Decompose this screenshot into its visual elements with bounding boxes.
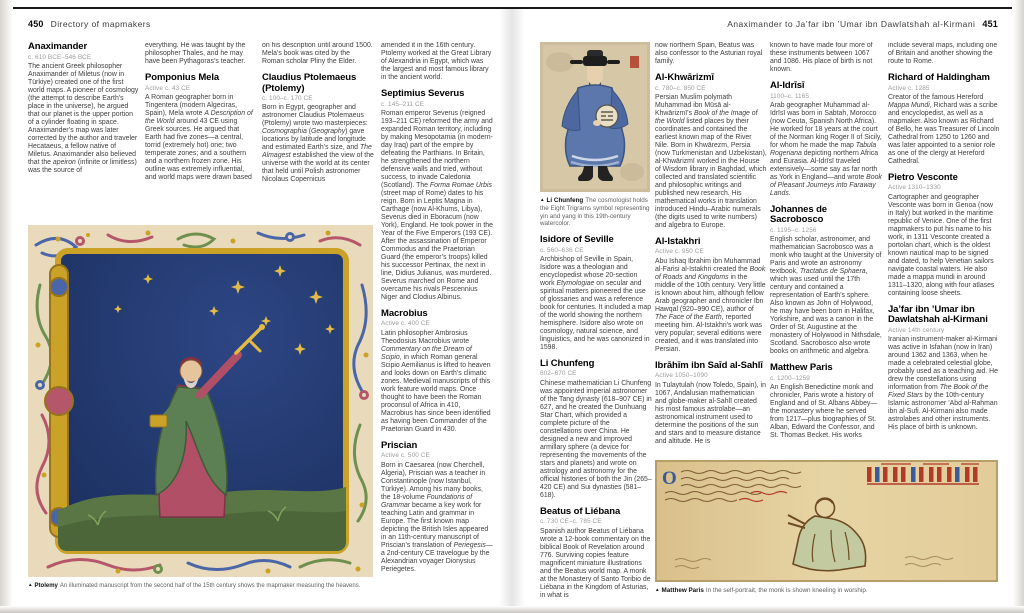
entry-dates: Active 1310–1330 (888, 184, 941, 192)
entry-body: Chinese mathematician Li Chunfeng was appointed imperial astronomer of the Tang dynasty (618–907 CE) in 627, and he created the Dunhuang Star Chart, which provided a complete picture of the constellations over China. He designed a new and improved armillary sphere (a device for representing the movements of the stars and planets) and wrote on astrology and astronomy for the official histories of both the Jin (265–420 CE) and Sui dynasties (581–618). (540, 379, 652, 499)
running-header-left (28, 19, 151, 29)
entry-body: Born in Egypt, geographer and astronomer Claudius Ptolemaeus (Ptolemy) wrote two masterpieces: Cosmographia (Geography) gave locations by latitude and longitude and estimated Earth’s size, and The Almagest established the view of the universe with the world at its center that held until Polish astronomer Nicolaus Copernicus (262, 104, 374, 184)
ptolemy-caption (28, 581, 373, 591)
caption-label: Ptolemy (34, 583, 58, 590)
initial-letter-O: O (662, 468, 677, 489)
entry-body: Abu Ishaq Ibrahim ibn Muhammad al-Farisi al-Istakhri created the Book of Roads and Kingdoms in the middle of the 10th century. Very little is known about him, although fellow Arab geographer and chronicler Ibn Hawqal (920–990 CE), author of The Face of the Earth, reported meeting him. Al-Istakhri’s work was very popular; several editions were created, and it was translated into Persian. (655, 257, 766, 353)
entry-heading: Pomponius Mela (145, 72, 220, 83)
entry-dates: c. 780–c. 850 CE (655, 84, 706, 92)
entry-dates: Active 14th century (888, 326, 945, 334)
entry-isidore-of-seville (540, 235, 652, 352)
entry-body: Latin philosopher Ambrosius Theodosius Macrobius wrote Commentary on the Dream of Scipio, in which Roman general Scipio Aemilianus is lifted to heaven and looks down on Earth’s climatic zones. Medieval manuscripts of this work feature world maps. Once thought to have been the Roman proconsul of Africa in 410, Macrobius has since been identified as having been Commander of the Praetorian Guard in 430. (381, 329, 491, 433)
entry-body: In Tulaytulah (now Toledo, Spain), in 1067, Andalusian mathematician and globe-maker al-Sahlī created his most famous astrolabe—an astronomical instrument used to determine the positions of the sun and stars and to measure distance and altitude. He is (655, 381, 766, 445)
ptolemy-illustration (28, 225, 373, 591)
entry-priscian (381, 441, 493, 574)
entry-pietro-vesconte (888, 173, 1000, 298)
caption-text: The cosmologist holds the Eight Trigrams symbol representing yin and yang in this 19th-century watercolor. (540, 197, 650, 228)
entry-heading: Claudius Ptolemaeus (Ptolemy) (262, 72, 357, 94)
entry-heading: Richard of Haldingham (888, 72, 990, 83)
page-number-right: 451 (982, 19, 998, 29)
entry-body: Arab geographer Muhammad al-Idrīsī was born in Sabtah, Morocco (now Ceuta, Spanish North Africa). He worked for 18 years at the court of the Norman king Roger II of Sicily, for whom he made the map Tabula Rogeriana depicting northern Africa and Eurasia. Al-Idrīsī traveled extensively—some say as far north as York in England—and wrote Book of Pleasant Journeys into Faraway Lands. (770, 101, 882, 197)
entry-dates: Active c. 43 CE (145, 84, 191, 92)
caption-marker-icon: ▲ (28, 582, 33, 587)
entry-dates: Active 1050–1090 (655, 372, 708, 380)
matthew-paris-illustration-art (655, 460, 998, 582)
entry-heading: Anaximander (28, 42, 88, 52)
text-column-6 (655, 42, 767, 458)
entry-al-khwarizmi (655, 73, 767, 230)
entry-heading: Macrobius (381, 307, 428, 319)
entry-body: Archbishop of Seville in Spain, Isidore was a theologian and encyclopedist whose 20-section work Etymologiae on secular and spiritual matters pioneered the use of glossaries and was a reference book for centuries. It included a map of the world showing the northern hemisphere. Isidore also wrote on cosmology, natural science, and linguistics, and he was canonized in 1598. (540, 255, 652, 351)
continuation-paragraph: amended it in the 16th century. Ptolemy worked at the Great Library of Alexandria in Egypt, which was the largest and most famous library in the ancient world. (381, 42, 492, 81)
text-column-8 (888, 42, 1000, 458)
entry-jafar-al-kirmani (888, 305, 1000, 432)
entry-body: Roman emperor Severus (reigned 193–211 CE) reformed the army and expanded Roman territory, including by making Mesopotamia (in modern-day Iraq) part of the empire by defeating the Parthians. In Britain, he strengthened the northern defensive walls and tried, without success, to invade Caledonia (Scotland). The Forma Romae Urbis (street map of Rome) dates to his reign. Born in Leptis Magna in Carthage (now Al-Khums, Libya), Severus died in Eboracum (now York), England. He took power in the Year of the Five Emperors (193 CE). After the assassination of Emperor Commodus and the Praetorian Guard (the emperor’s troops) killed his successor Pertinax, the next in line, Didius Julianus, was murdered. Severus marched on Rome and overcame his rivals Pescennius Niger and Clodius Albinus. (381, 109, 493, 301)
entry-dates: c. 610 BCE–546 BCE (28, 53, 92, 61)
running-title-right: Anaximander to Ja’far ibn ’Umar ibn Dawlatshah al-Kirmani (727, 19, 976, 29)
continuation-paragraph: everything. He was taught by the philosopher Thales, and he may have been Pythagoras’s teacher. (145, 42, 246, 65)
entry-dates: 602–670 CE (540, 370, 577, 378)
entry-dates: c. 1200–1259 (770, 374, 810, 382)
matthew-paris-illustration (655, 460, 998, 595)
caption-label: Li Chunfeng (546, 197, 584, 205)
entry-body: Creator of the famous Hereford Mappa Mundi, Richard was a scribe and encyclopedist, as well as a mapmaker. Also known as Richard of Bello, he was Treasurer of Lincoln Cathedral from 1250 to 1260 and was later appointed to a senior role as one of the clergy at Hereford Cathedral. (888, 93, 1000, 165)
entry-dates: c. 1195–c. 1256 (770, 226, 817, 234)
matthew-paris-caption (655, 586, 998, 595)
entry-claudius-ptolemaeus (262, 73, 374, 184)
li-chunfeng-illustration (540, 42, 652, 228)
entry-macrobius (381, 309, 493, 434)
entry-heading: Ja’far ibn ’Umar ibn Dawlatshah al-Kirmani (888, 303, 988, 326)
running-header-right (727, 19, 998, 29)
entry-heading: Al-Idrīsī (770, 80, 805, 91)
entry-anaximander (28, 42, 140, 175)
text-column-1 (28, 42, 140, 175)
spread-gutter (499, 8, 525, 606)
caption-label: Matthew Paris (661, 587, 704, 595)
entry-heading: Johannes de Sacrobosco (770, 203, 827, 226)
text-column-4 (381, 42, 493, 602)
entry-dates: 1100–c. 1165 (770, 92, 809, 100)
text-column-7 (770, 42, 882, 458)
entry-johannes-de-sacrobosco (770, 205, 882, 356)
text-column-3 (262, 42, 374, 184)
entry-heading: Pietro Vesconte (888, 171, 958, 183)
entry-richard-of-haldingham (888, 73, 1000, 166)
continuation-paragraph: now northern Spain, Beatus was also confessor to the Asturian royal family. (655, 42, 763, 65)
entry-al-istakhri (655, 237, 767, 354)
entry-dates: Active c. 950 CE (655, 248, 704, 256)
caption-text: An illuminated manuscript from the second half of the 15th century shows the mapmaker measuring the heavens. (59, 583, 361, 590)
entry-heading: Li Chunfeng (540, 357, 595, 369)
entry-heading: Ibrāhīm ibn Saīd al-Sahlī (655, 359, 763, 371)
entry-ibrahim-ibn-said-al-sahli (655, 361, 767, 446)
entry-dates: Active c. 500 CE (381, 452, 430, 460)
seal-stamp (630, 56, 639, 68)
caption-text: In the self-portrait, the monk is shown kneeling in worship. (705, 587, 868, 595)
entry-heading: Al-Istakhri (655, 235, 701, 247)
entry-heading: Priscian (381, 439, 418, 451)
text-column-5 (540, 42, 652, 602)
ptolemy-illustration-art (28, 225, 373, 577)
entry-dates: c. 560–636 CE (540, 246, 584, 254)
entry-dates: c. 730 CE–c. 785 CE (540, 518, 602, 526)
continuation-paragraph: known to have made four more of these instruments between 1067 and 1086. His place of birth is not known. (770, 42, 873, 73)
entry-body: Spanish author Beatus of Liébana wrote a 12-book commentary on the biblical Book of Revelation around 776. Surviving copies feature magnificent miniature illustrations and the Beatus world map. A monk at the Monastery of Santo Toribio de Liébana in the Kingdom of Asturias, in what is (540, 527, 651, 599)
li-chunfeng-caption (540, 196, 652, 228)
entry-body: Born in Caesarea (now Cherchell, Algeria), Priscian was a teacher in Constantinople (now Istanbul, Türkiye). Among his many books, the 18-volume Foundations of Grammar became a key work for teaching Latin and grammar in Europe. The first known map depicting the British Isles appeared in an 11th-century manuscript of Priscian’s translation of Periegesis—a 2nd-century CE travelogue by the Alexandrian voyager Dionysius Periegetes. (381, 461, 493, 573)
page-number-left: 450 (28, 19, 44, 29)
entry-body: Iranian instrument-maker al-Kirmani was active in Isfahan (now in Iran) around 1362 and 1363, when he made a celebrated celestial globe, probably used as a teaching aid. He drew the constellations using information from The Book of the Fixed Stars by the 10th-century Islamic astronomer ’Abd al-Rahman ibn al-Sufi. Al-Kirmani also made astrolabes and other instruments. His place of birth is unknown. (888, 336, 998, 432)
caption-marker-icon: ▲ (540, 197, 545, 202)
page-edge-right (1013, 0, 1024, 613)
page-edge-bottom (0, 606, 1024, 613)
continuation-paragraph: on his description until around 1500. Mela’s book was cited by the Roman scholar Pliny the Elder. (262, 42, 373, 65)
entry-heading: Isidore of Seville (540, 234, 614, 245)
entry-dates: c. 100–c. 170 CE (262, 95, 313, 102)
continuation-paragraph: include several maps, including one of Britain and another showing the route to Rome. (888, 42, 998, 65)
caption-marker-icon: ▲ (655, 587, 660, 592)
entry-dates: c. 145–211 CE (381, 100, 425, 108)
entry-beatus-of-liebana (540, 507, 652, 600)
entry-li-chunfeng (540, 359, 652, 500)
entry-body: English scholar, astronomer, and mathematician Sacrobosco was a monk who taught at the University of Paris and wrote an astronomy textbook, Tractatus de Sphaera, which was used until the 17th century and contained a representation of Earth’s sphere. Also known as John of Holywood, he may have been born in Halifax, Yorkshire, and was a canon in the Order of St. Augustine at the monastery of Holywood in Nithsdale, Scotland. Sacrobosco also wrote books on arithmetic and algebra. (770, 236, 882, 356)
entry-heading: Beatus of Liébana (540, 505, 621, 517)
entry-heading: Septimius Severus (381, 88, 465, 99)
entry-matthew-paris (770, 363, 882, 440)
running-title-left: Directory of mapmakers (50, 19, 151, 29)
entry-body: The ancient Greek philosopher Anaximander of Miletus (now in Türkiye) created one of the first world maps. A pioneer of cosmology (the attempt to describe Earth’s place in the universe), he argued that our planet is the upper portion of a cylinder floating in space. Anaximander’s map was later corrected by the author and traveler Hecataeus, a fellow native of Miletus. Anaximander also believed that the apeiron (infinite or limitless) was the source of (28, 62, 139, 174)
entry-body: Cartographer and geographer Vesconte was born in Genoa (now in Italy) but worked in the maritime republic of Venice. One of the first mapmakers to put his name to his work, in 1311 Vesconte created a portolan chart, which is the oldest known nautical map to be signed and dated, to help Venetian sailors navigate coastal waters. He also made a mappa mundi in around 1311–1320, along with four atlases containing loose sheets. (888, 193, 995, 297)
initial-letter-bar (45, 265, 73, 537)
entry-body: An English Benedictine monk and chronicler, Paris wrote a history of England and of St. Albans Abbey—the monastery where he served from 1217—plus biographies of St. Alban, Edward the Confessor, and St. Thomas Becket. His works (770, 384, 878, 440)
entry-septimius-severus (381, 89, 493, 302)
entry-body: A Roman geographer born in Tingentera (modern Algeciras, Spain), Mela wrote A Description of the World around 43 CE using Greek sources. He argued that Earth had five zones—a central, torrid (extremely hot) one; two temperate zones; and a southern and a northern frozen zone. His outline was extremely influential, and world maps were drawn based (145, 93, 253, 181)
entry-dates: Active c. 1285 (888, 84, 930, 92)
entry-dates: Active c. 400 CE (381, 320, 430, 328)
entry-body: Persian Muslim polymath Muhammad ibn Mūsā al-Khwārizmī’s Book of the Image of the World listed places by their coordinates and contained the earliest known map of the River Nile. Born in Khwārezm, Persia (now Turkmenistan and Uzbekistan), al-Khwārizmī worked in the House of Wisdom library in Baghdad, which collected and translated scientific and philosophic writings and published new research. His mathematical works in translation introduced Hindu–Arabic numerals (the digits used to write numbers) and algebra to Europe. (655, 93, 767, 229)
entry-pomponius-mela (145, 73, 257, 182)
entry-heading: Matthew Paris (770, 362, 833, 374)
page-edge-left (0, 0, 13, 613)
text-column-2 (145, 42, 257, 182)
entry-heading: Al-Khwārizmī (655, 72, 714, 83)
entry-al-idrisi (770, 81, 882, 198)
li-chunfeng-illustration-art (540, 42, 650, 192)
